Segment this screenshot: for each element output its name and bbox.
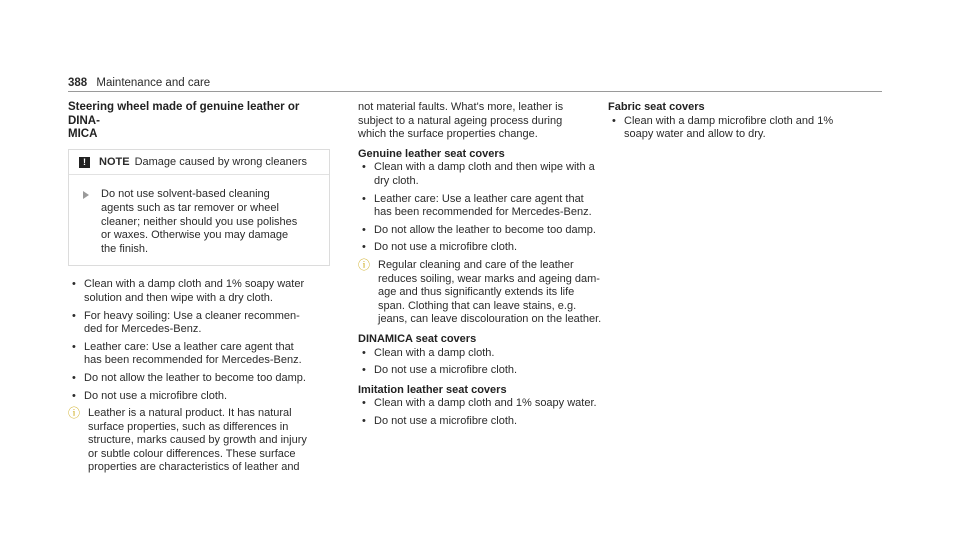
list-item	[358, 347, 608, 361]
steering-wheel-heading: Steering wheel made of genuine leather or DINA- MICA	[68, 101, 300, 141]
fabric-bullet-list	[608, 115, 870, 142]
info-icon: ⓘ	[358, 257, 371, 272]
bullet-icon: •	[362, 397, 366, 410]
list-item-text: Leather care: Use a leather care agent that has been recommended for Mercedes-Benz.	[374, 192, 592, 219]
list-item	[68, 341, 330, 368]
bullet-icon: •	[612, 114, 616, 127]
info-text: Leather is a natural product. It has natural surface properties, such as differences in structure, marks caused by growth and injury or subtle colour differences. These surface properties are characteristics of leather and	[88, 407, 307, 474]
imitation-leather-section	[358, 384, 608, 429]
list-item-text: For heavy soiling: Use a cleaner recommen- ded for Mercedes-Benz.	[84, 309, 300, 336]
bullet-icon: •	[362, 223, 366, 236]
list-item	[358, 397, 608, 411]
dinamica-heading: DINAMICA seat covers	[358, 332, 477, 345]
fabric-heading: Fabric seat covers	[608, 101, 705, 113]
bullet-icon: •	[362, 364, 366, 377]
bullet-icon: •	[72, 309, 76, 322]
list-item-text: Clean with a damp cloth and 1% soapy water solution and then wipe with a dry cloth.	[84, 278, 305, 304]
list-item-text: Leather care: Use a leather care agent that has been recommended for Mercedes-Benz.	[84, 340, 302, 367]
note-title: Damage caused by wrong cleaners	[134, 155, 307, 168]
imitation-leather-heading: Imitation leather seat covers	[358, 383, 507, 396]
dinamica-bullet-list	[358, 347, 608, 378]
note-box	[68, 149, 330, 267]
genuine-leather-section	[358, 148, 608, 327]
list-item-text: Clean with a damp cloth and 1% soapy water.	[374, 397, 597, 410]
list-item-text: Clean with a damp cloth and then wipe with a dry cloth.	[374, 161, 595, 187]
bullet-icon: •	[362, 192, 366, 205]
header-divider	[68, 91, 882, 92]
list-item	[358, 224, 608, 238]
list-item-text: Clean with a damp cloth.	[374, 346, 495, 359]
column-2	[358, 101, 608, 432]
list-item-text: Do not use a microfibre cloth.	[374, 364, 518, 377]
column-3	[608, 101, 870, 146]
list-item-text: Do not use a microfibre cloth.	[84, 389, 228, 402]
list-item	[358, 161, 608, 188]
list-item-text: Do not use a microfibre cloth.	[374, 241, 518, 254]
info-note	[358, 259, 608, 327]
bullet-icon: •	[72, 371, 76, 384]
imitation-bullet-list	[358, 397, 608, 428]
warning-icon: !	[79, 157, 90, 168]
bullet-icon: •	[362, 414, 366, 427]
genuine-leather-heading: Genuine leather seat covers	[358, 147, 505, 160]
page-number: 388	[68, 77, 88, 89]
page-header	[68, 77, 210, 89]
info-icon: ⓘ	[68, 406, 81, 421]
list-item-text: Do not allow the leather to become too damp.	[84, 371, 306, 384]
list-item	[358, 364, 608, 378]
list-item-text: Do not use a microfibre cloth.	[374, 414, 518, 427]
list-item	[68, 310, 330, 337]
section-title: Maintenance and care	[96, 77, 211, 89]
list-item	[68, 372, 330, 386]
bullet-icon: •	[72, 389, 76, 402]
column-1	[68, 101, 330, 475]
dinamica-section	[358, 333, 608, 378]
arrow-right-icon	[83, 191, 89, 199]
info-continuation: not material faults. What's more, leather is subject to a natural ageing process during which the surface properties change.	[358, 101, 564, 141]
info-text: Regular cleaning and care of the leather reduces soiling, wear marks and ageing dam- age and thus significantly extends its life span. Clothing that can leave stains, e.g. jeans, can leave discolouration on the leather.	[378, 258, 602, 326]
list-item	[358, 241, 608, 255]
info-note	[68, 407, 330, 475]
steering-bullet-list	[68, 278, 330, 403]
bullet-icon: •	[362, 346, 366, 359]
list-item-text: Do not allow the leather to become too damp.	[374, 223, 596, 236]
list-item	[358, 415, 608, 429]
note-text: Do not use solvent-based cleaning agents such as tar remover or wheel cleaner; neither should you use polishes or waxes. Otherwise you may damage the finish.	[101, 188, 298, 255]
list-item-text: Clean with a damp microfibre cloth and 1% soapy water and allow to dry.	[624, 114, 834, 141]
bullet-icon: •	[72, 340, 76, 353]
genuine-bullet-list	[358, 161, 608, 255]
list-item	[358, 193, 608, 220]
list-item	[68, 390, 330, 404]
bullet-icon: •	[362, 161, 366, 174]
note-body	[69, 175, 329, 265]
note-label: NOTE	[99, 155, 130, 168]
list-item	[68, 278, 330, 305]
bullet-icon: •	[362, 241, 366, 254]
note-header	[69, 150, 329, 176]
bullet-icon: •	[72, 278, 76, 291]
list-item	[608, 115, 870, 142]
